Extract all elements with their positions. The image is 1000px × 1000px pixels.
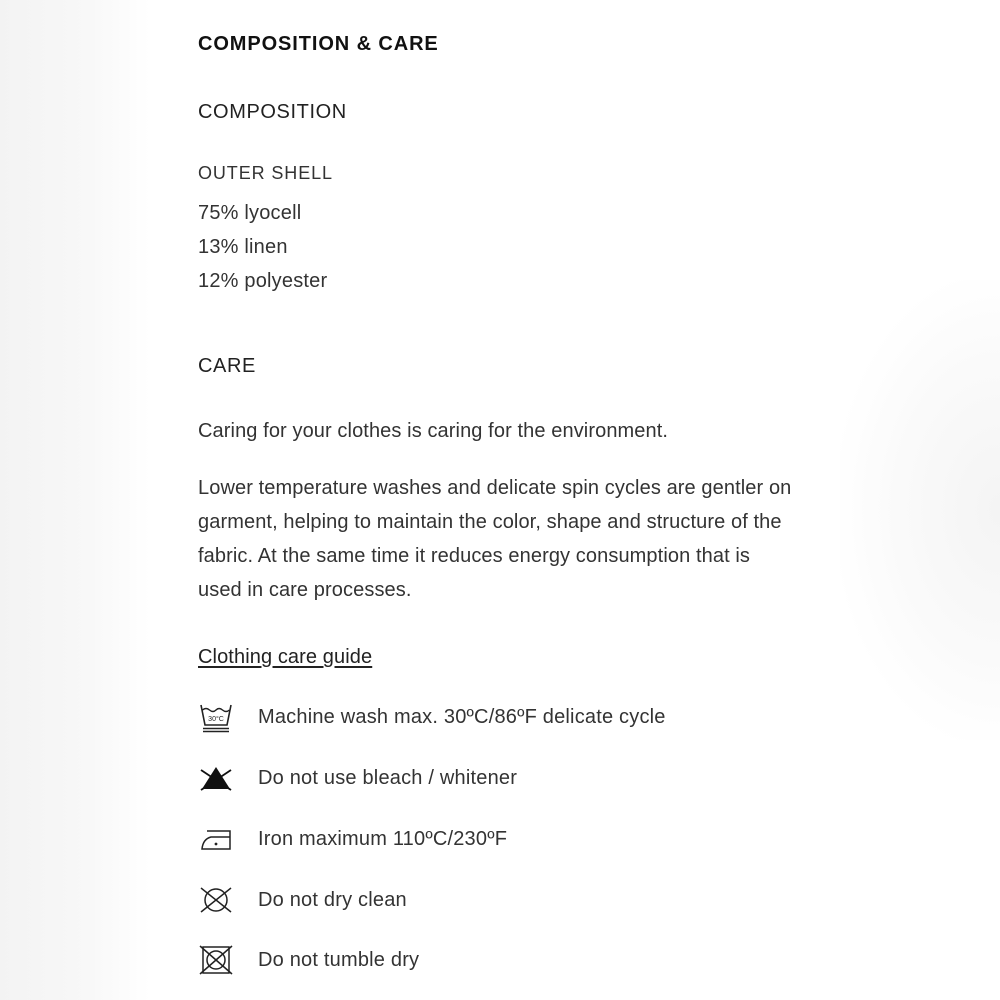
care-instruction-text: Machine wash max. 30ºC/86ºF delicate cycle (258, 705, 666, 728)
outer-shell-label: OUTER SHELL (198, 163, 333, 183)
care-instruction-text: Do not dry clean (258, 888, 407, 911)
care-instruction-text: Do not use bleach / whitener (258, 766, 518, 789)
composition-item: 12% polyester (198, 270, 328, 292)
no-tumble-dry-icon (198, 942, 234, 978)
composition-care-panel (198, 0, 818, 1000)
composition-item: 75% lyocell (198, 202, 302, 224)
care-title: CARE (198, 355, 256, 377)
iron-low-icon (198, 821, 234, 857)
care-intro: Caring for your clothes is caring for the environment. (198, 420, 669, 442)
care-instruction-tumble-dry (198, 942, 798, 978)
no-dry-clean-icon (198, 882, 234, 918)
care-description: Lower temperature washes and delicate spin cycles are gentler on garment, helping to maintain the color, shape and structure of the fabric. At the same time it reduces energy consumption that is used in care processes. (198, 477, 792, 601)
right-shadow (840, 280, 1000, 740)
wash-30-icon (198, 699, 234, 735)
care-instruction-wash (198, 699, 798, 735)
no-bleach-icon (198, 760, 234, 796)
care-instruction-iron (198, 821, 798, 857)
left-shadow (0, 0, 150, 1000)
wash-temperature-label: 30°C (208, 716, 224, 723)
care-instruction-text: Iron maximum 110ºC/230ºF (258, 827, 508, 850)
composition-list (198, 196, 327, 298)
composition-item: 13% linen (198, 236, 288, 258)
care-instruction-text: Do not tumble dry (258, 948, 420, 971)
care-instruction-dry-clean (198, 882, 798, 918)
composition-title: COMPOSITION (198, 101, 347, 123)
page-title: COMPOSITION & CARE (198, 33, 439, 55)
clothing-care-guide-link[interactable]: Clothing care guide (198, 646, 373, 668)
care-instruction-bleach (198, 760, 798, 796)
